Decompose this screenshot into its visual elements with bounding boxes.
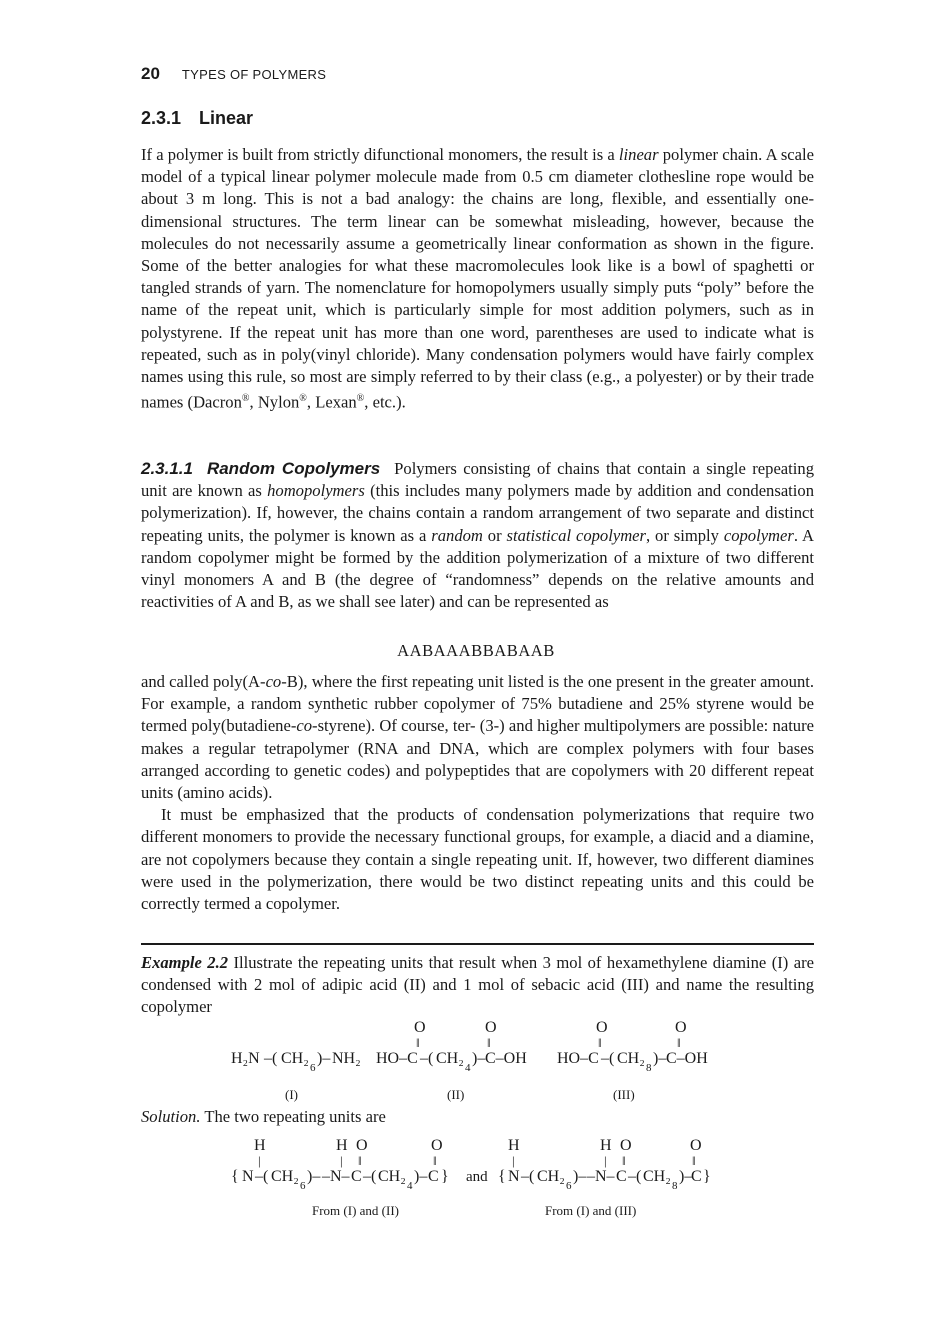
- running-head: TYPES OF POLYMERS: [181, 67, 327, 82]
- page-header: [141, 64, 326, 84]
- example-statement: [141, 952, 814, 1019]
- double-bond: ‖: [487, 1035, 491, 1050]
- amide-n: –N–: [322, 1168, 350, 1185]
- text-run: If a polymer is built from strictly difunctional monomers, the result is a: [141, 145, 619, 164]
- page-number: 20: [141, 64, 160, 83]
- registered-mark: ®: [299, 393, 307, 405]
- and-word: and: [466, 1169, 488, 1185]
- example-text: Illustrate the repeating units that result when 3 mol of hexamethylene diamine (I) are condensed with 2 mol of adipic acid (II) and 1 mol of sebacic acid (III) and name the resulting copolymer: [141, 953, 814, 1017]
- text-run: and called poly(A-: [141, 672, 266, 691]
- label-iii: (III): [613, 1087, 635, 1102]
- double-bond: ‖: [692, 1153, 696, 1168]
- italic-term: statistical copolymer: [506, 525, 646, 545]
- monomer-structures: [0, 1018, 952, 1110]
- monomer-iii-c-oh: C–OH: [666, 1050, 708, 1067]
- monomer-ii-ch2: CH₂: [436, 1050, 464, 1067]
- single-bond: |: [604, 1153, 607, 1168]
- section-title: Linear: [199, 108, 254, 128]
- oxygen: O: [356, 1137, 368, 1154]
- double-bond: ‖: [416, 1035, 420, 1050]
- example-rule: [141, 943, 814, 945]
- text-run: or: [482, 525, 507, 545]
- bracket-close: )–: [653, 1050, 667, 1067]
- italic-term: linear: [618, 145, 659, 164]
- monomer-ii-c-oh: C–OH: [485, 1050, 527, 1067]
- bracket-open: –(: [420, 1050, 434, 1067]
- subsection-number: 2.3.1.1: [141, 459, 193, 478]
- double-bond: ‖: [433, 1153, 437, 1168]
- subscript: 4: [465, 1062, 471, 1074]
- nitrogen: N: [508, 1168, 520, 1185]
- label-ii: (II): [447, 1087, 465, 1102]
- copolymer-sequence: AABAAABBABAAB: [397, 641, 555, 660]
- ch2: CH₂: [643, 1168, 671, 1185]
- carbonyl-c: C: [351, 1168, 362, 1185]
- text-run: , or simply: [646, 525, 724, 545]
- bracket-close: )–: [573, 1168, 587, 1185]
- caption-from-i-iii: From (I) and (III): [545, 1203, 637, 1218]
- ch2: CH₂: [271, 1168, 299, 1185]
- text-run: polymer chain. A scale model of a typical linear polymer molecule made from 0.5 cm diameter clothesline rope would be about 3 m long. This is not a bad analogy: the chains are long, flexible, and essentially one-dimensional structures. The term linear can be somewhat misleading, however, because the molecules do not necessarily assume a geometrically linear conformation as shown in the figure. Some of the better analogies for what these macromolecules look like is a bowl of spaghetti or tangled strands of yarn. The nomenclature for homopolymers usually simply puts “poly” before the name of the repeat unit, which is particularly simple for most addition polymers, such as in polystyrene. If the repeat unit has more than one word, parentheses are used to indicate what is repeated, such as in poly(vinyl chloride). Many condensation polymers would have fairly complex names using this rule, so most are simply referred to by their class (e.g., a polyester) or by their trade names (Dacron: [141, 145, 814, 412]
- solution-text: The two repeating units are: [200, 1107, 386, 1126]
- bracket-open: –(: [628, 1168, 642, 1185]
- italic-term: co: [265, 672, 282, 691]
- text-run: , etc.).: [364, 392, 406, 412]
- bracket-close: }: [703, 1168, 711, 1185]
- italic-term: random: [431, 525, 483, 545]
- subscript: 6: [566, 1180, 572, 1192]
- bracket-close: )–: [472, 1050, 486, 1067]
- italic-term: co: [296, 716, 313, 736]
- section-number: 2.3.1: [141, 108, 182, 128]
- example-label: Example 2.2: [141, 953, 229, 972]
- subscript: 6: [310, 1062, 316, 1074]
- bracket-open: –(: [264, 1050, 278, 1067]
- oxygen: O: [485, 1019, 497, 1036]
- subscript: 8: [672, 1180, 678, 1192]
- bracket-open: {: [498, 1168, 506, 1185]
- double-bond: ‖: [358, 1153, 362, 1168]
- solution-label: Solution.: [141, 1107, 201, 1126]
- text-run: Polymers consisting of chains that contain a single repeating unit are known as: [141, 459, 814, 501]
- paragraph-linear: [141, 144, 814, 414]
- text-run: . A random copolymer might be formed by the addition polymerization of a mixture of two different vinyl monomers A and B (the degree of “randomness” depends on the relative amounts and reactivities of A and B, as we shall see later) and can be represented as: [141, 525, 814, 612]
- bracket-close: )–: [317, 1050, 331, 1067]
- text-run: -B), where the first repeating unit listed is the one present in the greater amount. For example, a random synthetic rubber copolymer of 75% butadiene and 25% styrene would be termed poly(butadiene-: [141, 672, 814, 736]
- ch2: CH₂: [537, 1168, 565, 1185]
- double-bond: ‖: [622, 1153, 626, 1168]
- carbonyl-c: C: [428, 1168, 439, 1185]
- monomer-ii-ho-c: HO–C: [376, 1050, 418, 1067]
- monomer-iii-ho-c: HO–C: [557, 1050, 599, 1067]
- hydrogen: H: [254, 1137, 266, 1154]
- text-run: -styrene). Of course, ter- (3-) and higher multipolymers are possible: nature makes a regular tetrapolymer (RNA and DNA, which are complex polymers with four bases arranged according to genetic codes) and polypeptides that are copolymers with 20 different repeat units (amino acids).: [141, 716, 814, 803]
- oxygen: O: [620, 1137, 632, 1154]
- bracket-close: }: [441, 1168, 449, 1185]
- hydrogen: H: [600, 1137, 612, 1154]
- ch2: CH₂: [378, 1168, 406, 1185]
- italic-term: copolymer: [723, 525, 794, 545]
- carbonyl-c: C: [616, 1168, 627, 1185]
- subsection-title: Random Copolymers: [206, 459, 381, 478]
- text-run: , Lexan: [306, 392, 357, 412]
- single-bond: |: [340, 1153, 343, 1168]
- paragraph-emphasize: It must be emphasized that the products of condensation polymerizations that require two different monomers to provide the necessary functional groups, for example, a diacid and a diamine, are not copolymers because they contain a single repeating unit. If, however, two different diamines were used in the polymerization, there would be two distinct repeating units and this could be correctly termed a copolymer.: [141, 805, 814, 914]
- bracket-close: )–: [414, 1168, 428, 1185]
- oxygen: O: [596, 1019, 608, 1036]
- double-bond: ‖: [677, 1035, 681, 1050]
- single-bond: |: [512, 1153, 515, 1168]
- carbonyl-c: C: [691, 1168, 702, 1185]
- oxygen: O: [675, 1019, 687, 1036]
- solution-statement: [141, 1106, 814, 1128]
- bracket-open: –(: [601, 1050, 615, 1067]
- text-run: , Nylon: [249, 392, 300, 412]
- amide-n: –N–: [587, 1168, 615, 1185]
- bracket-close: )–: [679, 1168, 693, 1185]
- italic-term: homopolymers: [267, 481, 365, 501]
- bracket-close: )–: [307, 1168, 321, 1185]
- bracket-open: –(: [363, 1168, 377, 1185]
- registered-mark: ®: [356, 393, 365, 405]
- nitrogen: N: [242, 1168, 254, 1185]
- hydrogen: H: [336, 1137, 348, 1154]
- single-bond: |: [258, 1153, 261, 1168]
- monomer-i-nh2: NH₂: [332, 1050, 361, 1067]
- label-i: (I): [285, 1087, 298, 1102]
- subscript: 4: [407, 1180, 413, 1192]
- oxygen: O: [690, 1137, 702, 1154]
- oxygen: O: [431, 1137, 443, 1154]
- repeating-units: [0, 1136, 952, 1228]
- bracket-open: {: [231, 1168, 239, 1185]
- caption-from-i-ii: From (I) and (II): [312, 1203, 399, 1218]
- bracket-open: –(: [255, 1168, 269, 1185]
- double-bond: ‖: [598, 1035, 602, 1050]
- bracket-open: –(: [521, 1168, 535, 1185]
- registered-mark: ®: [241, 393, 250, 405]
- subscript: 6: [300, 1180, 306, 1192]
- paragraph-called: [141, 671, 814, 915]
- section-heading: [141, 108, 253, 129]
- subsection-heading: [141, 459, 380, 478]
- hydrogen: H: [508, 1137, 520, 1154]
- oxygen: O: [414, 1019, 426, 1036]
- monomer-iii-ch2: CH₂: [617, 1050, 645, 1067]
- paragraph-random-copolymers: [141, 458, 814, 613]
- text-run: (this includes many polymers made by addition and condensation polymerization). If, however, the chains contain a random arrangement of two separate and distinct repeating units, the polymer is known as a: [141, 481, 814, 545]
- monomer-i-ch2: CH₂: [281, 1050, 309, 1067]
- subscript: 8: [646, 1062, 652, 1074]
- monomer-i-h2n: H₂N: [231, 1050, 260, 1067]
